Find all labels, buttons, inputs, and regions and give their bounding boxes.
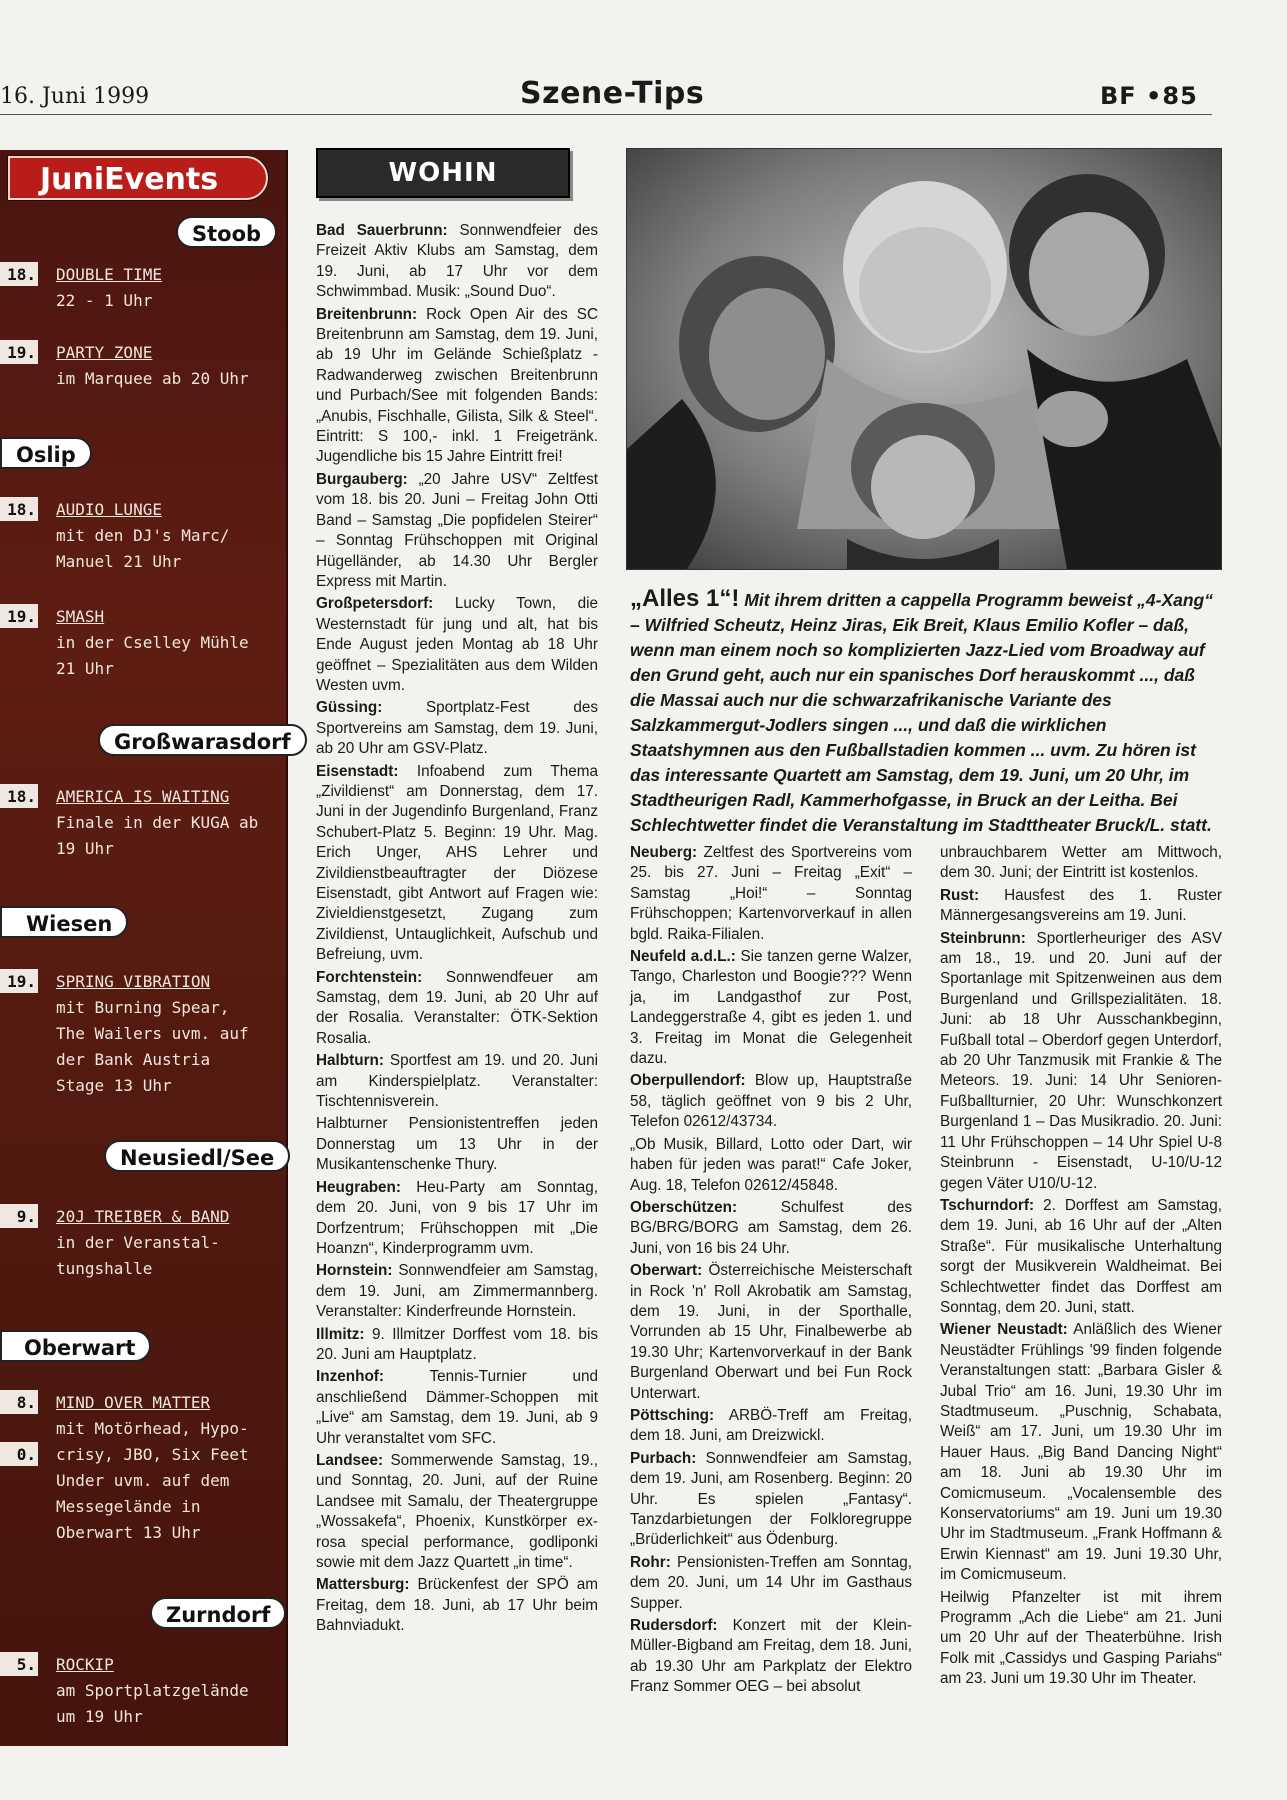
- listing-place: Rust:: [940, 886, 980, 904]
- caption-text: Mit ihrem dritten a cappella Programm beweist „4-Xang“ – Wilfried Scheutz, Heinz Jiras, Eik Breit, Klaus Emilio Kofler – daß, wenn man einem noch so komplizierten Jazz-Lied vom Broadway auf den Grund geht, auch nur ein spanisches Dorf herauskommt ..., daß die Massai auch nur die schwarzafrikanische Variante des Salzkammergut-Jodlers singen ..., und daß die wirklichen Staatshymnen aus den Fußballstadien kommen ... uvm. Zu hören ist das interessante Quartett am Samstag, dem 19. Juni, um 20 Uhr, im Stadtheurigen Radl, Kammerhofgasse, in Bruck an der Leitha. Bei Schlechtwetter findet die Veranstaltung im Stadttheater Bruck/L. statt.: [630, 590, 1213, 835]
- listing-entry: [630, 843, 912, 945]
- listing-entry: [316, 1325, 598, 1366]
- location-oslip: Oslip: [0, 437, 92, 469]
- listing-text: 2. Dorffest am Samstag, dem 19. Juni, ab 16 Uhr auf der „Alten Straße“. Für musikalische Unterhaltung sorgt der Musikverein Waldheimat. Bei Schlechtwetter findet das Dorffest am Sonntag, dem 20. Juni, statt.: [940, 1196, 1222, 1316]
- location-grosswarasdorf: Großwarasdorf: [98, 724, 307, 756]
- listing-text: Hausfest des 1. Ruster Männergesangsvereins am 19. Juni.: [940, 886, 1222, 925]
- event-line: in der Cselley Mühle: [56, 633, 249, 652]
- event-line: 19 Uhr: [56, 839, 114, 858]
- event-title: SMASH: [56, 607, 105, 626]
- event-day: 8.: [0, 1390, 38, 1414]
- listing-place: Hornstein:: [316, 1262, 393, 1280]
- event-line: im Marquee ab 20 Uhr: [56, 369, 249, 388]
- listing-entry: [630, 1449, 912, 1551]
- listing-place: Oberschützen:: [630, 1198, 738, 1216]
- event-line: der Bank Austria: [56, 1050, 211, 1069]
- listing-place: Oberpullendorf:: [630, 1072, 746, 1090]
- listing-place: Wiener Neustadt:: [940, 1321, 1068, 1339]
- listing-entry: [940, 843, 1222, 884]
- listing-text: Zeltfest des Sportvereins vom 25. bis 27. Juni – Freitag „Exit“ – Samstag „Hoi!“ – Sonntag Frühschoppen; Kartenvorverkauf in allen bgld. Raika-Filialen.: [630, 844, 913, 943]
- listing-entry: [316, 221, 598, 303]
- event-day: 19.: [0, 604, 38, 628]
- panel-title: JuniEvents: [8, 156, 268, 200]
- listing-text: Pensionisten-Treffen am Sonntag, dem 20. Juni, um 14 Uhr im Gasthaus Supper.: [630, 1553, 912, 1612]
- listing-entry: [630, 1261, 912, 1404]
- event-title: MIND OVER MATTER: [56, 1393, 211, 1412]
- event-title: PARTY ZONE: [56, 343, 153, 362]
- listing-entry: [316, 305, 598, 468]
- listing-place: Oberwart:: [630, 1262, 703, 1280]
- listing-entry: [316, 1451, 598, 1573]
- event-item: [0, 1652, 284, 1730]
- event-title: AUDIO LUNGE: [56, 500, 162, 519]
- listing-place: Güssing:: [316, 699, 383, 717]
- listing-place: Mattersburg:: [316, 1576, 410, 1594]
- event-title: SPRING VIBRATION: [56, 972, 211, 991]
- event-line: Manuel 21 Uhr: [56, 552, 182, 571]
- page-number: BF •85: [1100, 82, 1198, 110]
- photo-caption: [630, 586, 1222, 838]
- event-day: 18.: [0, 497, 38, 521]
- listing-entry: [940, 1196, 1222, 1318]
- listing-place: Rohr:: [630, 1553, 671, 1571]
- listing-place: Bad Sauerbrunn:: [316, 222, 448, 239]
- listing-text: Sonnwendfeuer am Samstag, dem 19. Juni, ab 20 Uhr auf der Rosalia. Veranstalter: ÖTK-Sektion Rosalia.: [316, 968, 598, 1047]
- listing-text: Heilwig Pfanzelter ist mit ihrem Programm „Ach die Liebe“ am 21. Juni um 20 Uhr auf der Theaterbühne. Irish Folk mit „Cassidys und Gasping Pariahs“ am 23. Juni um 19.30 Uhr im Theater.: [940, 1588, 1222, 1688]
- event-line: um 19 Uhr: [56, 1707, 143, 1726]
- listing-place: Rudersdorf:: [630, 1617, 718, 1635]
- listing-entry: [940, 886, 1222, 927]
- listing-entry: [316, 470, 598, 592]
- event-day: 19.: [0, 340, 38, 364]
- event-line: tungshalle: [56, 1259, 153, 1278]
- listing-place: Illmitz:: [316, 1325, 365, 1343]
- event-line: in der Veranstal-: [56, 1233, 220, 1252]
- event-line: am Sportplatzgelände: [56, 1681, 249, 1700]
- event-item: [0, 784, 284, 862]
- listing-entry: [940, 929, 1222, 1194]
- event-line: mit Burning Spear,: [56, 998, 230, 1017]
- event-line: crisy, JBO, Six Feet: [56, 1445, 249, 1464]
- caption-lead: „Alles 1“!: [630, 585, 740, 612]
- wohin-column: [316, 221, 598, 1639]
- listing-entry: [316, 1367, 598, 1449]
- listing-entry: [316, 1575, 598, 1636]
- event-day: 0.: [0, 1442, 38, 1466]
- event-line: mit Motörhead, Hypo-: [56, 1419, 249, 1438]
- location-neusiedl-see: Neusiedl/See: [104, 1140, 290, 1172]
- listing-place: Großpetersdorf:: [316, 595, 434, 613]
- listing-text: ARBÖ-Treff am Freitag, dem 18. Juni, am Dreizwickl.: [630, 1406, 912, 1445]
- listing-place: Neuberg:: [630, 844, 698, 861]
- listing-text: „20 Jahre USV“ Zeltfest vom 18. bis 20. Juni – Freitag John Otti Band – Samstag „Die popfidelen Steirer“ – Sonntag Frühschoppen mit Original Hügelländer, ab 14.30 Uhr Bergler Express mit Martin.: [316, 470, 598, 590]
- event-item: [0, 497, 284, 575]
- listing-text: Rock Open Air des SC Breitenbrunn am Samstag, dem 19. Juni, ab 19 Uhr im Gelände Schießplatz - Radwanderweg zwischen Breitenbrunn und Purbach/See mit folgenden Bands: „Anubis, Fischhalle, Gilista, Silk & Steel“. Eintritt: S 100,- inkl. 1 Freigetränk. Jugendliche bis 15 Jahre Eintritt frei!: [316, 305, 598, 466]
- events-column-middle: [630, 843, 912, 1700]
- listing-text: Infoabend zum Thema „Zivildienst“ am Donnerstag, dem 17. Juni in der Jugendinfo Burgenland, Franz Schubert-Platz 5. Beginn: 19 Uhr. Mag. Erich Unger, AHS Lehrer und Zivildienstbeauftragter der Diözese Eisenstadt, gibt Antwort auf Fragen wie: Zivieldienstgesetzt, Zugang zum Zivildienst, Untauglichkeit, Aufschub und Befreiung, uvm.: [316, 762, 598, 964]
- listing-text: Sportlerheuriger des ASV am 18., 19. und 20. Juni auf der Sportanlage mit Spitzenweinen aus dem Burgenland und Grillspezialitäten. 18. Juni: ab 18 Uhr Ausschankbeginn, Fußball total – Oberdorf gegen Unterdorf, ab 20 Uhr Tanzmusik mit Frankie & The Meteors. 19. Juni: 14 Uhr Senioren-Fußballturnier, 20 Uhr: Wunschkonzert Burgenland 1 – Das Musikradio. 20. Juni: 11 Uhr Frühschoppen – 14 Uhr Spiel U-8 Steinbrunn - Eisenstadt, U-10/U-12 gegen Väter U10/U-12.: [940, 929, 1222, 1192]
- event-day: 9.: [0, 1204, 38, 1228]
- listing-entry: [316, 594, 598, 696]
- listing-place: Breitenbrunn:: [316, 305, 418, 323]
- listing-place: Landsee:: [316, 1451, 384, 1469]
- event-line: Stage 13 Uhr: [56, 1076, 172, 1095]
- listing-place: Heugraben:: [316, 1178, 401, 1196]
- wohin-heading: WOHIN: [316, 148, 570, 198]
- listing-entry: [316, 1051, 598, 1112]
- event-title: DOUBLE TIME: [56, 265, 162, 284]
- event-title: 20J TREIBER & BAND: [56, 1207, 230, 1226]
- event-line: The Wailers uvm. auf: [56, 1024, 249, 1043]
- event-item: [0, 1204, 284, 1282]
- listing-text: 9. Illmitzer Dorffest vom 18. bis 20. Juni am Hauptplatz.: [316, 1325, 598, 1363]
- listing-place: Purbach:: [630, 1449, 697, 1467]
- event-item: [0, 340, 284, 392]
- event-day: 18.: [0, 262, 38, 286]
- location-zurndorf: Zurndorf: [150, 1597, 286, 1629]
- listing-text: Heu-Party am Sonntag, dem 20. Juni, von 9 bis 17 Uhr im Dorfzentrum; Frühschoppen mit „Die Hoanzn“, Kinderprogramm uvm.: [316, 1178, 598, 1257]
- event-line: Under uvm. auf dem: [56, 1471, 230, 1490]
- event-line: Oberwart 13 Uhr: [56, 1523, 201, 1542]
- listing-text: Sommerwende Samstag, 19., und Sonntag, 20. Juni, auf der Ruine Landsee mit Samalu, der Theatergruppe „Wossakefa“, Phoenix, Kunstkörper ex-rosa special performance, godliponki sowie mit dem Jazz Quartett „in time“.: [316, 1451, 598, 1571]
- listing-text: Sie tanzen gerne Walzer, Tango, Charleston und Boogie??? Wenn ja, im Landgasthof zur Post, Landeggerstraße 4, gibt es jeden 1. und 3. Freitag im Monat die Gelegenheit dazu.: [630, 948, 913, 1068]
- listing-entry: [316, 1114, 598, 1175]
- event-line: mit den DJ's Marc/: [56, 526, 230, 545]
- event-item: [0, 1390, 284, 1546]
- listing-text: Tennis-Turnier und anschließend Dämmer-Schoppen mit „Live“ am Samstag, dem 19. Juni, ab 9 Uhr veranstaltet vom SFC.: [316, 1368, 598, 1447]
- listing-entry: [316, 1178, 598, 1260]
- listing-entry: [316, 698, 598, 759]
- issue-date: 16. Juni 1999: [0, 84, 150, 109]
- event-day: 5.: [0, 1652, 38, 1676]
- listing-place: Forchtenstein:: [316, 968, 423, 986]
- listing-place: Steinbrunn:: [940, 929, 1026, 947]
- event-line: 22 - 1 Uhr: [56, 291, 153, 310]
- listing-entry: [940, 1320, 1222, 1585]
- listing-entry: [630, 1071, 912, 1132]
- listing-place: Burgauberg:: [316, 470, 408, 488]
- listing-place: Eisenstadt:: [316, 762, 399, 780]
- listing-text: Schulfest des BG/BRG/BORG am Samstag, dem 26. Juni, von 16 bis 24 Uhr.: [630, 1198, 912, 1257]
- listing-text: Halbturner Pensionistentreffen jeden Donnerstag um 13 Uhr in der Musikantenschenke Thury.: [316, 1115, 598, 1174]
- location-stoob: Stoob: [176, 216, 277, 248]
- photo-illustration: [627, 149, 1221, 569]
- listing-text: Sportfest am 19. und 20. Juni am Kinderspielplatz. Veranstalter: Tischtennisverein.: [316, 1052, 598, 1111]
- listing-text: Konzert mit der Klein-Müller-Bigband am Freitag, dem 18. Juni, ab 19.30 Uhr am Parkplatz der Elektro Franz Sommer OEG – bei absolut: [630, 1617, 912, 1696]
- header-rule: [0, 114, 1212, 115]
- listing-text: Brückenfest der SPÖ am Freitag, dem 18. Juni, ab 17 Uhr beim Bahnviadukt.: [316, 1576, 599, 1635]
- listing-place: Halbturn:: [316, 1052, 384, 1070]
- event-line: Messegelände in: [56, 1497, 201, 1516]
- listing-entry: [940, 1588, 1222, 1690]
- listing-entry: [630, 1553, 912, 1614]
- event-line: Finale in der KUGA ab: [56, 813, 259, 832]
- listing-text: Blow up, Hauptstraße 58, täglich geöffnet von 9 bis 2 Uhr, Telefon 02612/43734.: [630, 1072, 913, 1131]
- section-title: Szene-Tips: [520, 76, 705, 111]
- event-title: ROCKIP: [56, 1655, 114, 1674]
- listing-text: Sonnwendfeier am Samstag, dem 19. Juni, am Rosenberg. Beginn: 20 Uhr. Es spielen „Fantasy“. Tanzdarbietungen der Folkloregruppe „Brüderlichkeit“ aus Ödenburg.: [630, 1449, 913, 1549]
- listing-text: Sonnwendfeier am Samstag, dem 19. Juni, am Zimmermannberg. Veranstalter: Kinderfreunde Hornstein.: [316, 1262, 598, 1321]
- listing-text: Sonnwendfeier des Freizeit Aktiv Klubs am Samstag, dem 19. Juni, ab 17 Uhr vor dem Schwimmbad. Musik: „Sound Duo“.: [316, 222, 598, 301]
- listing-place: Inzenhof:: [316, 1368, 384, 1386]
- listing-text: „Ob Musik, Billard, Lotto oder Dart, wir haben für jeden was parat!“ Cafe Joker, Aug. 18, Telefon 02612/45848.: [630, 1135, 912, 1194]
- location-oberwart: Oberwart: [0, 1330, 151, 1362]
- event-day: 18.: [0, 784, 38, 808]
- listing-place: Tschurndorf:: [940, 1196, 1035, 1214]
- listing-text: Anläßlich des Wiener Neustädter Frühlings '99 finden folgende Veranstaltungen statt: „Barbara Gisler & Jubal Trio“ am 16. Juni, 19.30 Uhr im Stadtmuseum. „Puschnig, Schabata, Weiß“ am 17. Juni, um 19.30 Uhr im Hauer Haus. „Big Band Dancing Night“ am 18. Juni ab 19.30 Uhr im Comicmuseum. „Vocalensemble des Konservatoriums“ am 19. Juni um 19.30 Uhr im Stadtmuseum. „Frank Hoffmann & Erwin Kiennast“ am 19. Juni 19.30 Uhr, im Comicmuseum.: [940, 1321, 1223, 1584]
- event-line: 21 Uhr: [56, 659, 114, 678]
- listing-text: Sportplatz-Fest des Sportvereins am Samstag, dem 19. Juni, ab 20 Uhr am GSV-Platz.: [316, 699, 598, 758]
- listing-entry: [316, 968, 598, 1050]
- listing-text: unbrauchbarem Wetter am Mittwoch, dem 30. Juni; der Eintritt ist kostenlos.: [940, 844, 1222, 882]
- listing-text: Österreichische Meisterschaft in Rock 'n' Roll Akrobatik am Samstag, dem 19. Juni, in der Sporthalle, Vorrunden ab 15 Uhr, Finalbewerbe ab 19.30 Uhr; Kartenvorverkauf in der Bank Burgenland Oberwart und bei Fun Rock Unterwart.: [630, 1262, 912, 1402]
- location-wiesen: Wiesen: [0, 906, 128, 938]
- listing-entry: [630, 1198, 912, 1259]
- band-photo: [626, 148, 1222, 570]
- listing-place: Pöttsching:: [630, 1406, 715, 1424]
- listing-entry: [630, 1135, 912, 1196]
- event-title: AMERICA IS WAITING: [56, 787, 230, 806]
- listing-entry: [630, 1616, 912, 1698]
- listing-place: Neufeld a.d.L.:: [630, 948, 736, 966]
- listing-entry: [316, 1261, 598, 1322]
- listing-text: Lucky Town, die Westernstadt für jung und alt, hat bis Ende August jeden Montag ab 18 Uhr geöffnet – Spezialitäten aus dem Wilden Westen uvm.: [316, 595, 599, 694]
- event-item: [0, 604, 284, 682]
- event-item: [0, 262, 284, 314]
- event-item: [0, 969, 284, 1099]
- events-column-right: [940, 843, 1222, 1692]
- event-day: 19.: [0, 969, 38, 993]
- listing-entry: [316, 762, 598, 966]
- listing-entry: [630, 947, 912, 1069]
- listing-entry: [630, 1406, 912, 1447]
